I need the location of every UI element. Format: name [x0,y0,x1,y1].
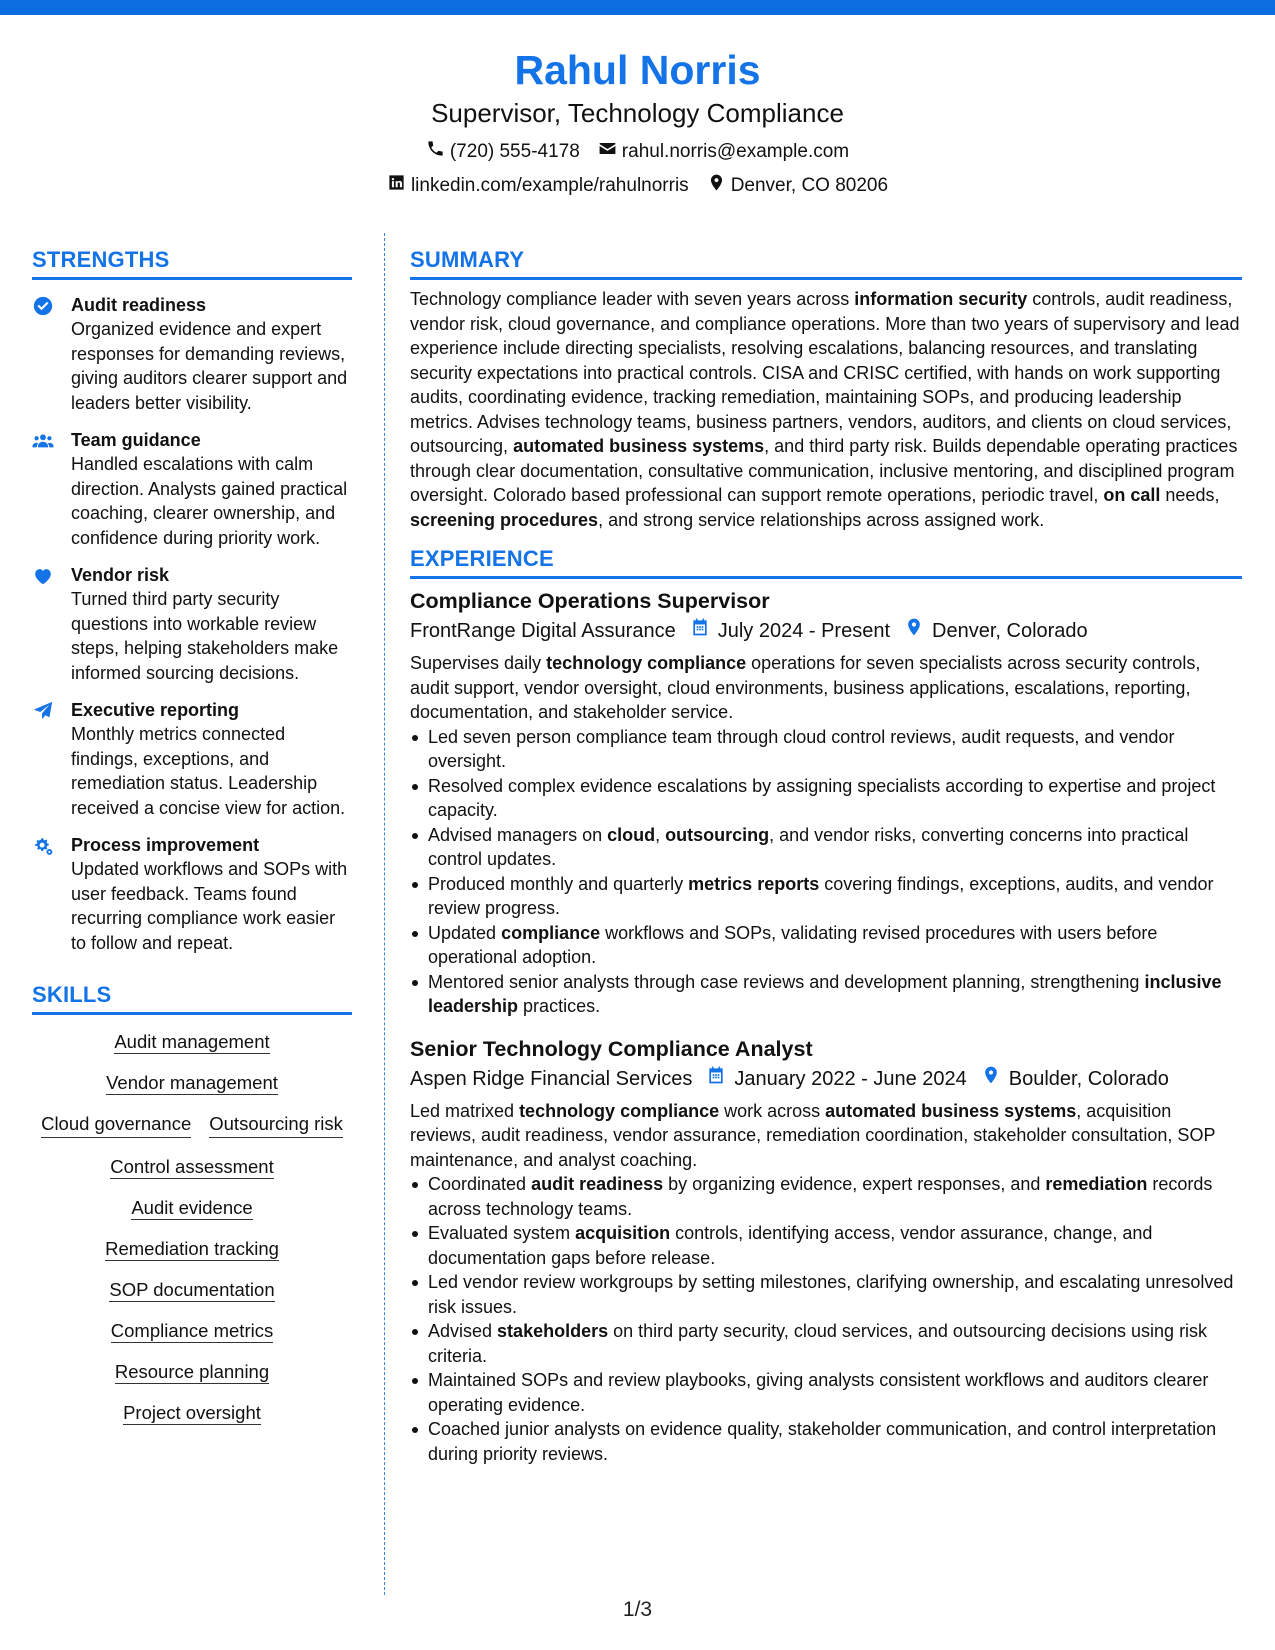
summary-heading: SUMMARY [410,246,1242,280]
experience-heading: EXPERIENCE [410,545,1242,579]
company-name: Aspen Ridge Financial Services [410,1067,693,1090]
job-description: Led matrixed technology compliance work across automated business systems, acquisition reviews, audit readiness, vendor assurance, remediation coordination, stakeholder consultation, SOP maintenance, and analyst coaching. [410,1100,1216,1170]
bullet-item: Led seven person compliance team through cloud control reviews, audit requests, and vendor oversight. [428,725,1242,774]
job-bullets [410,1172,1242,1466]
skill-tag: Audit evidence [131,1197,253,1218]
strength-item [32,698,352,820]
skill-tag: SOP documentation [109,1279,275,1300]
job-entry [410,1035,1242,1467]
strength-desc: Turned third party security questions into workable review steps, helping stakeholders make informed sourcing decisions. [71,589,339,683]
bullet-item: Evaluated system acquisition controls, identifying access, vendor assurance, change, and documentation gaps before release. [428,1221,1242,1270]
contact-row-1 [0,139,1275,165]
heart-icon [32,565,54,587]
skill-row [34,1359,350,1384]
resume-header [0,44,1275,199]
paper-plane-icon [32,700,54,722]
company-name: FrontRange Digital Assurance [410,620,676,642]
linkedin-icon [387,173,406,199]
phone-text[interactable]: (720) 555-4178 [449,141,580,162]
job-bullets [410,725,1242,1019]
users-icon [32,430,54,452]
skills-heading: SKILLS [32,981,352,1015]
skill-tag: Resource planning [114,1361,270,1382]
candidate-title: Supervisor, Technology Compliance [431,98,844,128]
phone-icon [426,139,445,165]
skill-tag: Control assessment [110,1156,274,1177]
job-meta [410,1065,1242,1093]
skill-row [34,1070,350,1095]
skill-row [34,1277,350,1302]
skill-tag: Vendor management [106,1072,278,1093]
job-location: Boulder, Colorado [1008,1067,1169,1090]
page-number: 1/3 [622,1598,653,1621]
contact-row-2 [0,173,1275,199]
skill-tag: Outsourcing risk [209,1111,343,1138]
column-divider [384,233,385,1595]
bullet-item: Coached junior analysts on evidence quality, stakeholder communication, and control interpretation during priority reviews. [428,1417,1242,1466]
right-column [410,246,1242,1466]
map-pin-icon [981,1065,1009,1093]
strength-item [32,293,352,415]
bullet-item: Updated compliance workflows and SOPs, validating revised procedures with users before operational adoption. [428,921,1242,970]
strength-desc: Monthly metrics connected findings, exceptions, and remediation status. Leadership received a concise view for action. [71,724,346,818]
strength-title: Audit readiness [71,295,207,315]
bullet-item: Coordinated audit readiness by organizing evidence, expert responses, and remediation records across technology teams. [428,1172,1242,1221]
skills-list [32,1029,352,1425]
contact-linkedin [387,173,689,199]
job-title: Compliance Operations Supervisor [410,589,770,613]
calendar-icon [690,617,718,645]
skill-tag: Compliance metrics [110,1320,274,1341]
bullet-item: Resolved complex evidence escalations by assigning specialists according to expertise and project capacity. [428,774,1242,823]
map-pin-icon [707,173,726,199]
skill-row [34,1154,350,1179]
strength-title: Executive reporting [71,700,240,720]
summary-text: Technology compliance leader with seven years across information security controls, audit readiness, vendor risk, cloud governance, and compliance operations. More than two years of supervisory and lead experience include directing specialists, resolving escalations, balancing resources, and translating security expectations into practical controls. CISA and CRISC certified, with hands on work supporting audits, coordinating evidence, tracking remediation, maintaining SOPs, and producing leadership metrics. Advises technology teams, business partners, vendors, auditors, and clients on cloud services, outsourcing, automated business systems, and third party risk. Builds dependable operating practices through clear documentation, consultative communication, inclusive mentoring, and disciplined program oversight. Colorado based professional can support remote operations, periodic travel, on call needs, screening procedures, and strong service relationships across assigned work. [410,289,1240,530]
bullet-item: Maintained SOPs and review playbooks, giving analysts consistent workflows and auditors clearer operating evidence. [428,1368,1242,1417]
skill-row [34,1236,350,1261]
strength-item [32,563,352,685]
top-accent-bar [0,0,1275,15]
bullet-item: Led vendor review workgroups by setting milestones, clarifying ownership, and escalating unresolved risk issues. [428,1270,1242,1319]
strengths-heading: STRENGTHS [32,246,352,280]
email-link[interactable]: rahul.norris@example.com [621,141,850,162]
strength-desc: Updated workflows and SOPs with user feedback. Teams found recurring compliance work easier to follow and repeat. [71,859,348,953]
strength-desc: Organized evidence and expert responses for demanding reviews, giving auditors clearer support and leaders better visibility. [71,319,348,413]
skill-row [34,1400,350,1425]
strength-item [32,833,352,955]
skill-tag: Audit management [114,1031,270,1052]
gears-icon [32,835,54,857]
skill-tag: Cloud governance [41,1111,191,1138]
strength-desc: Handled escalations with calm direction. Analysts gained practical coaching, clearer ownership, and confidence during priority work. [71,454,348,548]
bullet-item: Advised stakeholders on third party security, cloud services, and outsourcing decisions using risk criteria. [428,1319,1242,1368]
skill-tag: Project oversight [123,1402,261,1423]
strength-title: Team guidance [71,430,201,450]
job-location: Denver, Colorado [932,620,1088,642]
candidate-name: Rahul Norris [514,47,761,93]
location-text: Denver, CO 80206 [730,175,889,196]
strength-title: Vendor risk [71,565,170,585]
job-dates: July 2024 - Present [717,620,891,642]
envelope-icon [598,139,617,165]
contact-email [598,139,849,165]
bullet-item: Advised managers on cloud, outsourcing, and vendor risks, converting concerns into practical control updates. [428,823,1242,872]
map-pin-icon [904,617,932,645]
contact-location [707,173,888,199]
contact-phone [426,139,580,165]
left-column [32,246,352,1425]
calendar-icon [706,1065,734,1093]
skill-row [34,1029,350,1054]
job-dates: January 2022 - June 2024 [734,1067,967,1090]
skill-row [34,1195,350,1220]
job-entry [410,587,1242,1019]
bullet-item: Mentored senior analysts through case reviews and development planning, strengthening inclusive leadership practices. [428,970,1242,1019]
skill-tag: Remediation tracking [105,1238,279,1259]
check-circle-icon [32,295,54,317]
strength-title: Process improvement [71,835,260,855]
strength-item [32,428,352,550]
bullet-item: Produced monthly and quarterly metrics reports covering findings, exceptions, audits, and vendor review progress. [428,872,1242,921]
job-title: Senior Technology Compliance Analyst [410,1036,813,1061]
job-meta [410,617,1242,645]
linkedin-link[interactable]: linkedin.com/example/rahulnorris [410,175,689,196]
skill-row [34,1318,350,1343]
job-description: Supervises daily technology compliance operations for seven specialists across security controls, audit support, vendor oversight, cloud environments, business applications, escalations, reporting, documentation, and stakeholder service. [410,653,1201,722]
